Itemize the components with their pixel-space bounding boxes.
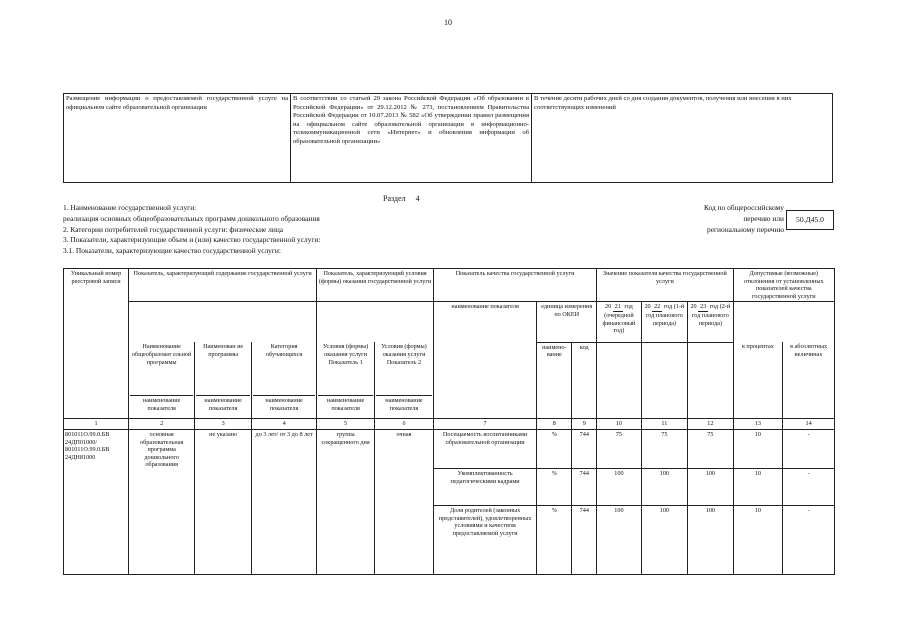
header-year-2: 20 22 год (1-й год планового периода) <box>641 302 688 343</box>
table-row: Доля родителей (законных представителей), удовлетворенных условиями и качеством предоставляемой услуги % 744 100 100 100 10 - <box>64 506 835 575</box>
sub-unit-code: код <box>572 342 597 419</box>
code-label: Код по общероссийскому перечню или региональному перечню <box>703 203 784 234</box>
record-program-type: основная образовательная программа дошкольного образования <box>129 429 195 574</box>
record-category: до 3 лет/ от 3 до 8 лет <box>252 429 317 574</box>
indicator-name: Укомплектованность педагогическими кадрами <box>433 469 536 506</box>
code-value: 50.Д45.0 <box>786 210 834 230</box>
page-number: 10 <box>444 18 452 27</box>
header-values: Значение показателя качества государственной услуги <box>597 269 733 302</box>
section-heading <box>383 194 420 203</box>
quality-table <box>63 268 835 575</box>
record-condition-2: очная <box>375 429 434 574</box>
header-content: Показатель, характеризующий содержание государственной услуги <box>129 269 317 302</box>
info-cell-1: Размещение информации о предоставляемой государственной услуге на официальном сайте образовательной организации <box>64 94 291 183</box>
sub-category: Категория обучающихся наименование показателя <box>252 342 317 419</box>
indicator-name: Посещаемость воспитанниками образовательной организации <box>433 429 536 468</box>
header-unique-number: Уникальный номер реестровой записи <box>64 269 129 419</box>
line-1: 1. Наименование государственной услуги: <box>63 203 197 212</box>
section-number: 4 <box>415 194 420 203</box>
line-4: 3. Показатели, характеризующие объем и (или) качество государственной услуги: <box>63 235 321 245</box>
record-condition-1: группа сокращенного дня <box>317 429 375 574</box>
line-5: 3.1. Показатели, характеризующие качество государственной услуги: <box>63 246 281 256</box>
header-unit: единица измерения по ОКЕИ <box>537 302 597 343</box>
indicator-name: Доля родителей (законных представителей), удовлетворенных условиями и качеством предоставляемой услуги <box>433 506 536 575</box>
table-row: 801011О.99.0.БВ 24ДП01000/ 801011О.99.0.БВ 24ДН81000 основная образовательная программа дошкольного образования не указано до 3 лет/ от 3 до 8 лет группа сокращенного дня очная Посещаемость воспитанниками образовательной организации % 744 75 75 75 10 - <box>64 429 835 468</box>
line-3: 2. Категории потребителей государственной услуги: физические лица <box>63 224 284 234</box>
header-conditions: Показатель, характеризующий условия (формы) оказания государственной услуги <box>317 269 434 302</box>
header-deviation: Допустимые (возможные) отклонения от установленных показателей качества государственной услуги <box>733 269 834 302</box>
header-year-3: 20 23 год (2-й год планового периода) <box>688 302 734 343</box>
header-year-1: 20 21 год (очередной финансовый год) <box>597 302 641 343</box>
sub-absolute: в абсолютных величинах <box>783 342 835 419</box>
service-description <box>63 203 663 257</box>
header-indicator-name: наименование показателя <box>433 302 536 419</box>
section-label: Раздел <box>383 194 406 203</box>
info-cell-2: В соответствии со статьей 29 закона Российской Федерации «Об образовании в Российской Федерации» от 29.12.2012 № 273, постановлением Правительства Российской Федерации от 10.07.2013 № 582 «Об утверждении правил размещения на официальном сайте образовательной организации в информационно-телекоммуникационной сети «Интернет» и обновления информации об образовательной организации» <box>291 94 532 183</box>
sub-unit-name: наимено-вание <box>537 342 572 419</box>
sub-program-name: Наименован ие программы наименование показателя <box>195 342 252 419</box>
sub-condition-2: Условия (формы) оказания услуги Показатель 2 наименование показателя <box>375 342 434 419</box>
record-code: 801011О.99.0.БВ 24ДП01000/ 801011О.99.0.БВ 24ДН81000 <box>64 429 129 574</box>
header-quality: Показатель качества государственной услуги <box>433 269 596 302</box>
line-2: реализация основных общеобразовательных программ дошкольного образования <box>63 213 320 223</box>
sub-percent: в процентах <box>733 342 783 419</box>
info-table <box>63 93 833 183</box>
sub-program-type: Наименование общеобразоват ельной программы наименование показателя <box>129 342 195 419</box>
info-cell-3: В течение десяти рабочих дней со дня создания документов, получения или внесения в них соответствующих изменений <box>532 94 833 183</box>
record-program-name: не указано <box>195 429 252 574</box>
column-numbers-row: 1 2 3 4 5 6 7 8 9 10 11 12 13 14 <box>64 419 835 430</box>
sub-condition-1: Условия (формы) оказания услуги Показатель 1 наименование показателя <box>317 342 375 419</box>
table-row: Укомплектованность педагогическими кадрами % 744 100 100 100 10 - <box>64 469 835 506</box>
